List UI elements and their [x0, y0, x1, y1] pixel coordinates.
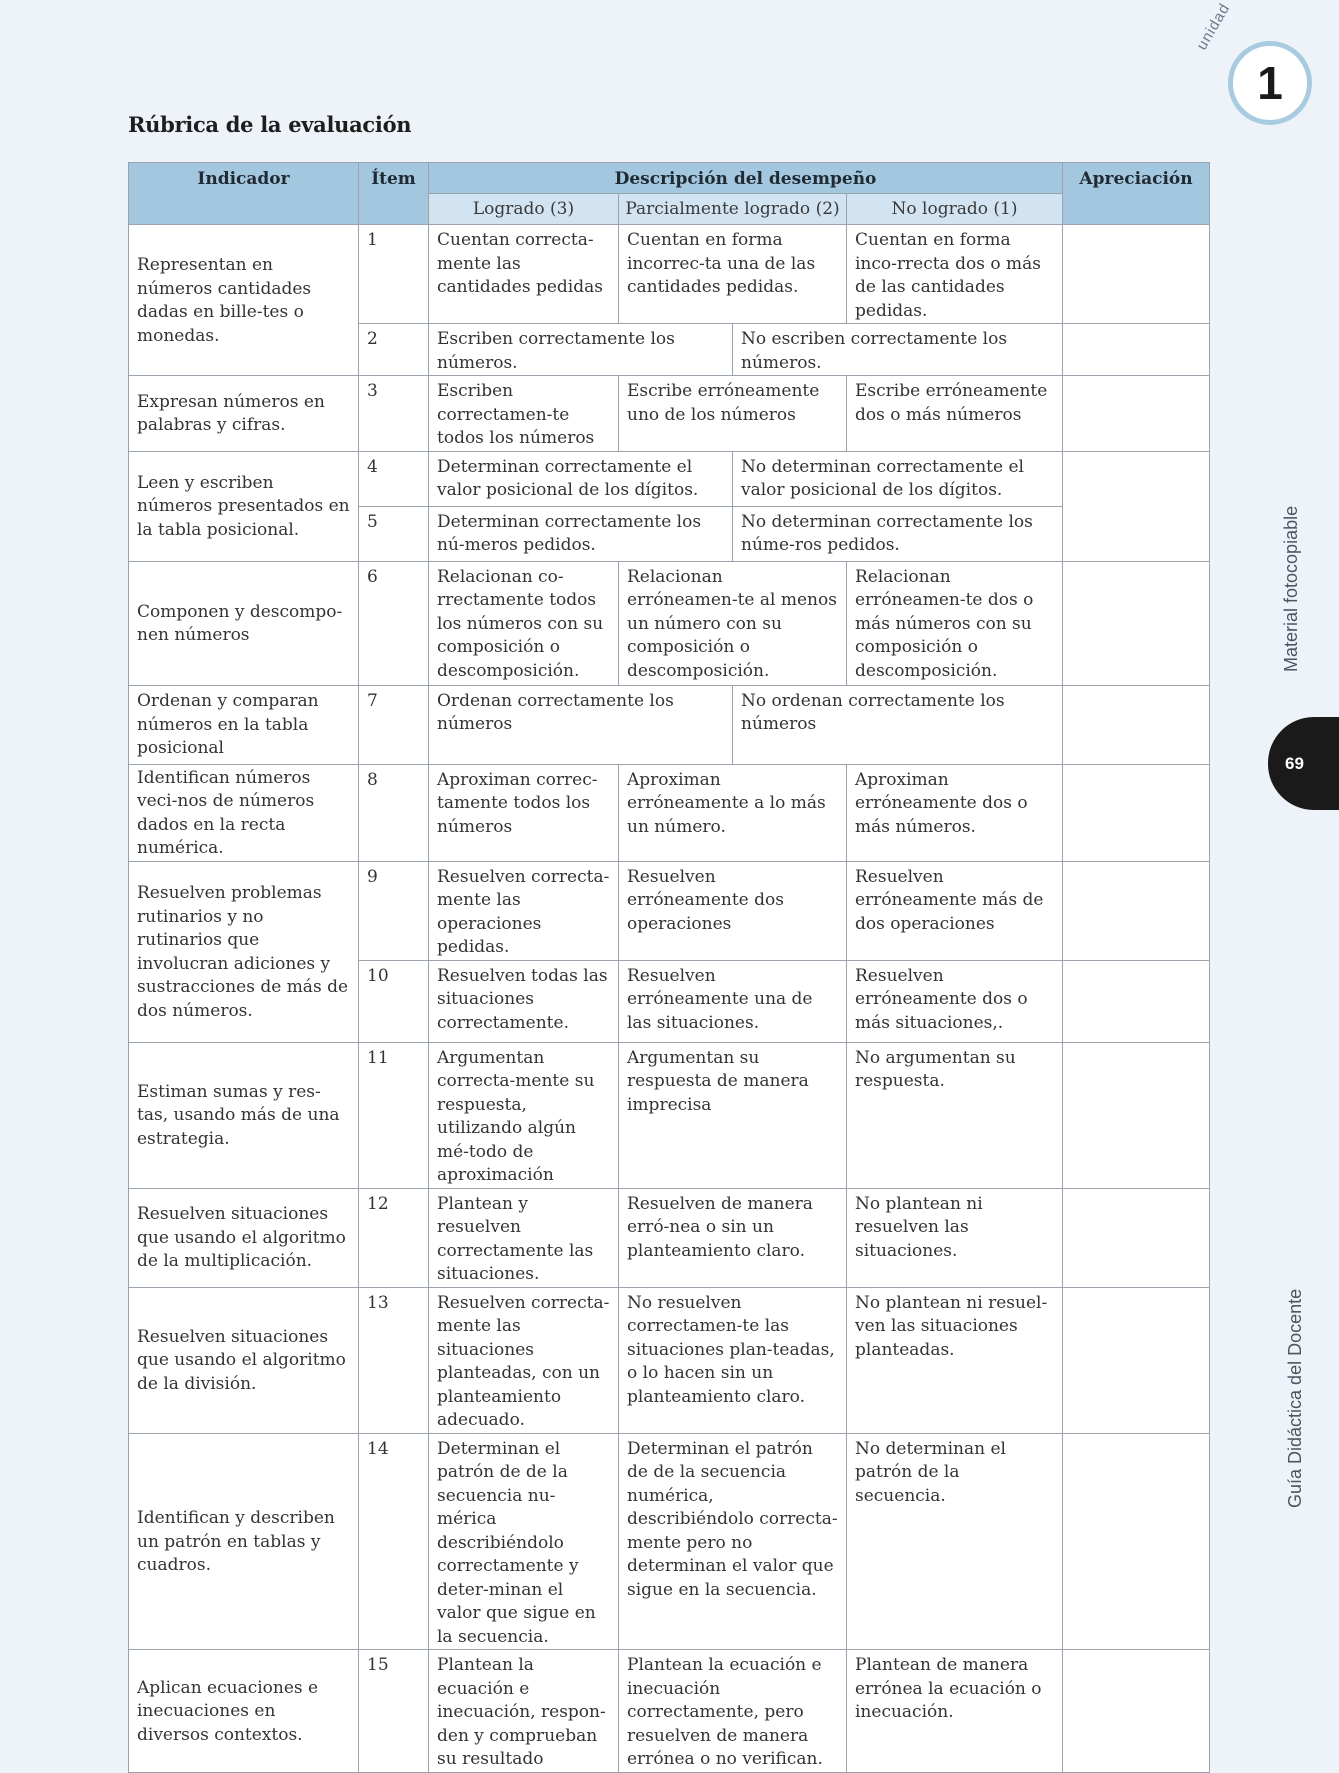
- page-number: 69: [1285, 753, 1304, 773]
- item-number: 12: [359, 1188, 429, 1287]
- apreciacion-cell: [1063, 960, 1210, 1042]
- apreciacion-cell: [1063, 861, 1210, 960]
- indicator-cell: Aplican ecuaciones e inecuaciones en diversos contextos.: [129, 1650, 359, 1773]
- side-label-material: Material fotocopiable: [1281, 505, 1301, 672]
- no-logrado-cell: Plantean de manera errónea la ecuación o inecuación.: [847, 1650, 1063, 1773]
- indicator-cell: Representan en números cantidades dadas en bille-tes o monedas.: [129, 225, 359, 376]
- header-parcial: Parcialmente logrado (2): [619, 194, 847, 225]
- logrado-cell: Aproximan correc-tamente todos los números: [429, 764, 619, 861]
- item-number: 13: [359, 1287, 429, 1433]
- logrado-cell: Ordenan correctamente los números: [429, 685, 733, 764]
- parcial-cell: Resuelven de manera erró-nea o sin un planteamiento claro.: [619, 1188, 847, 1287]
- logrado-cell: Plantean y resuelven correctamente las situaciones.: [429, 1188, 619, 1287]
- apreciacion-cell: [1063, 561, 1210, 685]
- logrado-cell: Plantean la ecuación e inecuación, respon-den y comprueban su resultado: [429, 1650, 619, 1773]
- indicator-cell: Componen y descompo-nen números: [129, 561, 359, 685]
- parcial-cell: Plantean la ecuación e inecuación correctamente, pero resuelven de manera errónea o no verifican.: [619, 1650, 847, 1773]
- indicator-cell: Identifican números veci-nos de números dados en la recta numérica.: [129, 764, 359, 861]
- parcial-cell: Escribe erróneamente uno de los números: [619, 376, 847, 452]
- item-number: 9: [359, 861, 429, 960]
- no-logrado-cell: No determinan correctamente el valor posicional de los dígitos.: [733, 451, 1063, 506]
- logrado-cell: Determinan correctamente los nú-meros pedidos.: [429, 506, 733, 561]
- item-number: 7: [359, 685, 429, 764]
- parcial-cell: Relacionan erróneamen-te al menos un número con su composición o descomposición.: [619, 561, 847, 685]
- apreciacion-cell: [1063, 1650, 1210, 1773]
- indicator-cell: Leen y escriben números presentados en la tabla posicional.: [129, 451, 359, 561]
- apreciacion-cell: [1063, 324, 1210, 376]
- logrado-cell: Escriben correctamen-te todos los números: [429, 376, 619, 452]
- no-logrado-cell: Resuelven erróneamente dos o más situaciones,.: [847, 960, 1063, 1042]
- apreciacion-cell: [1063, 1287, 1210, 1433]
- no-logrado-cell: No escriben correctamente los números.: [733, 324, 1063, 376]
- item-number: 4: [359, 451, 429, 506]
- page-tab: [1268, 717, 1339, 810]
- item-number: 14: [359, 1433, 429, 1650]
- parcial-cell: Resuelven erróneamente dos operaciones: [619, 861, 847, 960]
- header-indicador: Indicador: [129, 163, 359, 225]
- header-apreciacion: Apreciación: [1063, 163, 1210, 225]
- item-number: 6: [359, 561, 429, 685]
- item-number: 11: [359, 1042, 429, 1188]
- no-logrado-cell: No determinan el patrón de la secuencia.: [847, 1433, 1063, 1650]
- parcial-cell: Aproximan erróneamente a lo más un número.: [619, 764, 847, 861]
- no-logrado-cell: Cuentan en forma inco-rrecta dos o más de las cantidades pedidas.: [847, 225, 1063, 324]
- indicator-cell: Estiman sumas y res-tas, usando más de una estrategia.: [129, 1042, 359, 1188]
- logrado-cell: Escriben correctamente los números.: [429, 324, 733, 376]
- apreciacion-cell: [1063, 225, 1210, 324]
- parcial-cell: No resuelven correctamen-te las situaciones plan-teadas, o lo hacen sin un planteamiento claro.: [619, 1287, 847, 1433]
- apreciacion-cell: [1063, 685, 1210, 764]
- item-number: 8: [359, 764, 429, 861]
- logrado-cell: Resuelven correcta-mente las situaciones planteadas, con un planteamiento adecuado.: [429, 1287, 619, 1433]
- indicator-cell: Ordenan y comparan números en la tabla posicional: [129, 685, 359, 764]
- rubric-table: [128, 162, 1210, 1773]
- logrado-cell: Determinan correctamente el valor posicional de los dígitos.: [429, 451, 733, 506]
- no-logrado-cell: Escribe erróneamente dos o más números: [847, 376, 1063, 452]
- item-number: 5: [359, 506, 429, 561]
- parcial-cell: Determinan el patrón de de la secuencia numérica, describiéndolo correcta-mente pero no determinan el valor que sigue en la secuencia.: [619, 1433, 847, 1650]
- indicator-cell: Identifican y describen un patrón en tablas y cuadros.: [129, 1433, 359, 1650]
- item-number: 2: [359, 324, 429, 376]
- item-number: 1: [359, 225, 429, 324]
- parcial-cell: Resuelven erróneamente una de las situaciones.: [619, 960, 847, 1042]
- item-number: 3: [359, 376, 429, 452]
- apreciacion-cell: [1063, 1042, 1210, 1188]
- apreciacion-cell: [1063, 376, 1210, 452]
- logrado-cell: Resuelven todas las situaciones correctamente.: [429, 960, 619, 1042]
- no-logrado-cell: Resuelven erróneamente más de dos operaciones: [847, 861, 1063, 960]
- side-label-guide: Guía Didáctica del Docente: [1285, 1288, 1305, 1508]
- logrado-cell: Relacionan co-rrectamente todos los números con su composición o descomposición.: [429, 561, 619, 685]
- apreciacion-cell: [1063, 764, 1210, 861]
- header-descripcion: Descripción del desempeño: [429, 163, 1063, 194]
- parcial-cell: Argumentan su respuesta de manera imprecisa: [619, 1042, 847, 1188]
- indicator-cell: Resuelven situaciones que usando el algoritmo de la división.: [129, 1287, 359, 1433]
- unit-number: 1: [1257, 57, 1283, 109]
- unit-label: unidad: [1193, 0, 1234, 53]
- parcial-cell: Cuentan en forma incorrec-ta una de las cantidades pedidas.: [619, 225, 847, 324]
- page-title: Rúbrica de la evaluación: [128, 112, 412, 137]
- no-logrado-cell: No plantean ni resuelven las situaciones.: [847, 1188, 1063, 1287]
- apreciacion-cell: [1063, 1188, 1210, 1287]
- no-logrado-cell: Aproximan erróneamente dos o más números.: [847, 764, 1063, 861]
- header-no-logrado: No logrado (1): [847, 194, 1063, 225]
- logrado-cell: Resuelven correcta-mente las operaciones pedidas.: [429, 861, 619, 960]
- no-logrado-cell: No plantean ni resuel-ven las situaciones planteadas.: [847, 1287, 1063, 1433]
- apreciacion-cell: [1063, 1433, 1210, 1650]
- apreciacion-cell: [1063, 451, 1210, 561]
- unit-badge: [1228, 41, 1312, 125]
- no-logrado-cell: No determinan correctamente los núme-ros pedidos.: [733, 506, 1063, 561]
- header-logrado: Logrado (3): [429, 194, 619, 225]
- logrado-cell: Determinan el patrón de de la secuencia nu-mérica describiéndolo correctamente y deter-minan el valor que sigue en la secuencia.: [429, 1433, 619, 1650]
- indicator-cell: Resuelven situaciones que usando el algoritmo de la multiplicación.: [129, 1188, 359, 1287]
- no-logrado-cell: No ordenan correctamente los números: [733, 685, 1063, 764]
- item-number: 10: [359, 960, 429, 1042]
- indicator-cell: Resuelven problemas rutinarios y no rutinarios que involucran adiciones y sustracciones de más de dos números.: [129, 861, 359, 1042]
- logrado-cell: Argumentan correcta-mente su respuesta, utilizando algún mé-todo de aproximación: [429, 1042, 619, 1188]
- indicator-cell: Expresan números en palabras y cifras.: [129, 376, 359, 452]
- no-logrado-cell: Relacionan erróneamen-te dos o más números con su composición o descomposición.: [847, 561, 1063, 685]
- header-item: Ítem: [359, 163, 429, 225]
- logrado-cell: Cuentan correcta-mente las cantidades pedidas: [429, 225, 619, 324]
- no-logrado-cell: No argumentan su respuesta.: [847, 1042, 1063, 1188]
- item-number: 15: [359, 1650, 429, 1773]
